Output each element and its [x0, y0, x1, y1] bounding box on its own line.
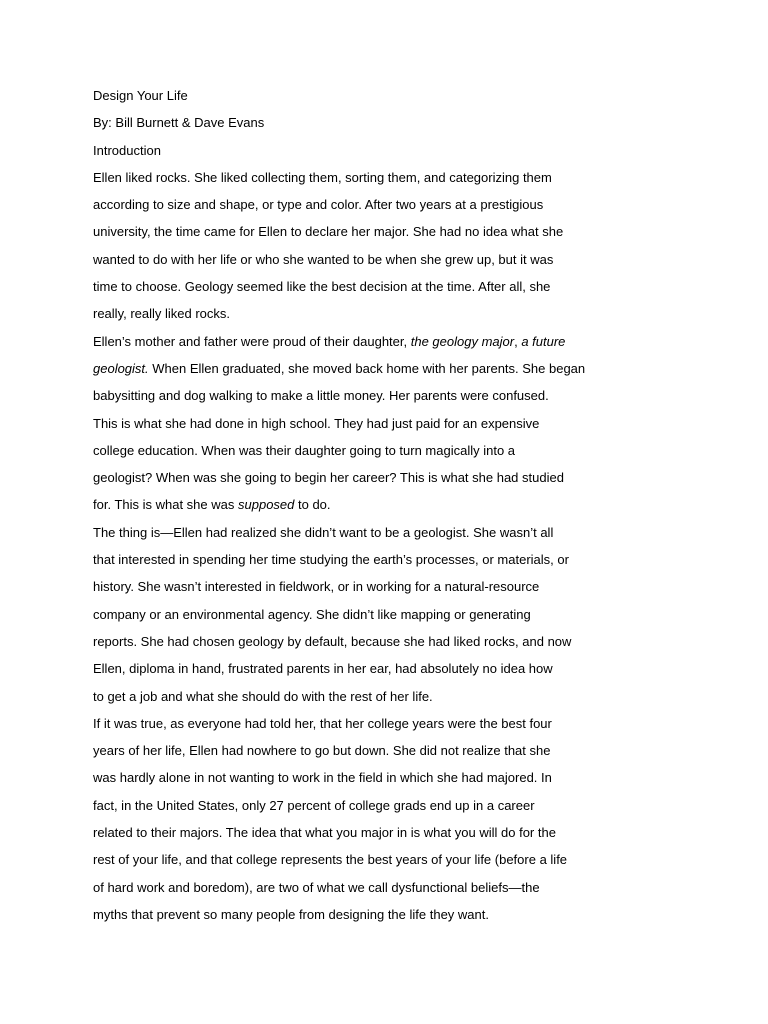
italic-run: geologist.: [93, 360, 149, 376]
text-line: really, really liked rocks.: [93, 306, 231, 322]
text-run: ,: [514, 333, 522, 349]
text-line: was hardly alone in not wanting to work in the field in which she had majored. In: [93, 770, 552, 786]
document-title: Design Your Life: [93, 88, 188, 103]
document-page: [93, 82, 693, 928]
text-line: of hard work and boredom), are two of what we call dysfunctional beliefs—the: [93, 879, 540, 895]
text-line: time to choose. Geology seemed like the best decision at the time. After all, she: [93, 279, 551, 295]
paragraph-3: [93, 519, 693, 710]
paragraph-4: [93, 710, 693, 928]
text-line: history. She wasn’t interested in fieldwork, or in working for a natural-resource: [93, 579, 540, 595]
text-line: If it was true, as everyone had told her, that her college years were the best four: [93, 715, 552, 731]
text-line: myths that prevent so many people from designing the life they want.: [93, 906, 489, 922]
paragraph-1: [93, 164, 693, 328]
text-run: Ellen’s mother and father were proud of their daughter,: [93, 333, 411, 349]
text-line: related to their majors. The idea that what you major in is what you will do for the: [93, 825, 556, 841]
italic-run: a future: [521, 333, 566, 349]
text-line: [93, 491, 693, 518]
text-line: [93, 355, 693, 382]
text-line: The thing is—Ellen had realized she didn’t want to be a geologist. She wasn’t all: [93, 524, 554, 540]
text-run: to do.: [294, 497, 331, 513]
text-line: years of her life, Ellen had nowhere to go but down. She did not realize that she: [93, 743, 551, 759]
text-line: university, the time came for Ellen to declare her major. She had no idea what she: [93, 224, 564, 240]
text-line: rest of your life, and that college represents the best years of your life (before a life: [93, 852, 568, 868]
text-line: Ellen liked rocks. She liked collecting them, sorting them, and categorizing them: [93, 169, 552, 185]
text-line: wanted to do with her life or who she wanted to be when she grew up, but it was: [93, 251, 554, 267]
paragraph-2: [93, 328, 693, 519]
text-line: college education. When was their daughter going to turn magically into a: [93, 442, 516, 458]
text-line: fact, in the United States, only 27 percent of college grads end up in a career: [93, 797, 535, 813]
text-line: This is what she had done in high school. They had just paid for an expensive: [93, 415, 540, 431]
text-line: [93, 328, 693, 355]
text-line: to get a job and what she should do with the rest of her life.: [93, 688, 433, 704]
text-line: reports. She had chosen geology by default, because she had liked rocks, and now: [93, 633, 572, 649]
section-heading: Introduction: [93, 142, 161, 158]
text-run: When Ellen graduated, she moved back home with her parents. She began: [148, 360, 586, 376]
text-run: for. This is what she was: [93, 497, 238, 513]
italic-run: supposed: [238, 497, 295, 513]
text-line: Ellen, diploma in hand, frustrated parents in her ear, had absolutely no idea how: [93, 661, 553, 677]
text-line: company or an environmental agency. She didn’t like mapping or generating: [93, 606, 531, 622]
text-line: babysitting and dog walking to make a little money. Her parents were confused.: [93, 388, 549, 404]
italic-run: the geology major: [410, 333, 515, 349]
byline: By: Bill Burnett & Dave Evans: [93, 115, 265, 131]
text-line: geologist? When was she going to begin her career? This is what she had studied: [93, 470, 564, 486]
text-line: that interested in spending her time studying the earth’s processes, or materials, or: [93, 552, 569, 568]
text-line: according to size and shape, or type and color. After two years at a prestigious: [93, 197, 544, 213]
